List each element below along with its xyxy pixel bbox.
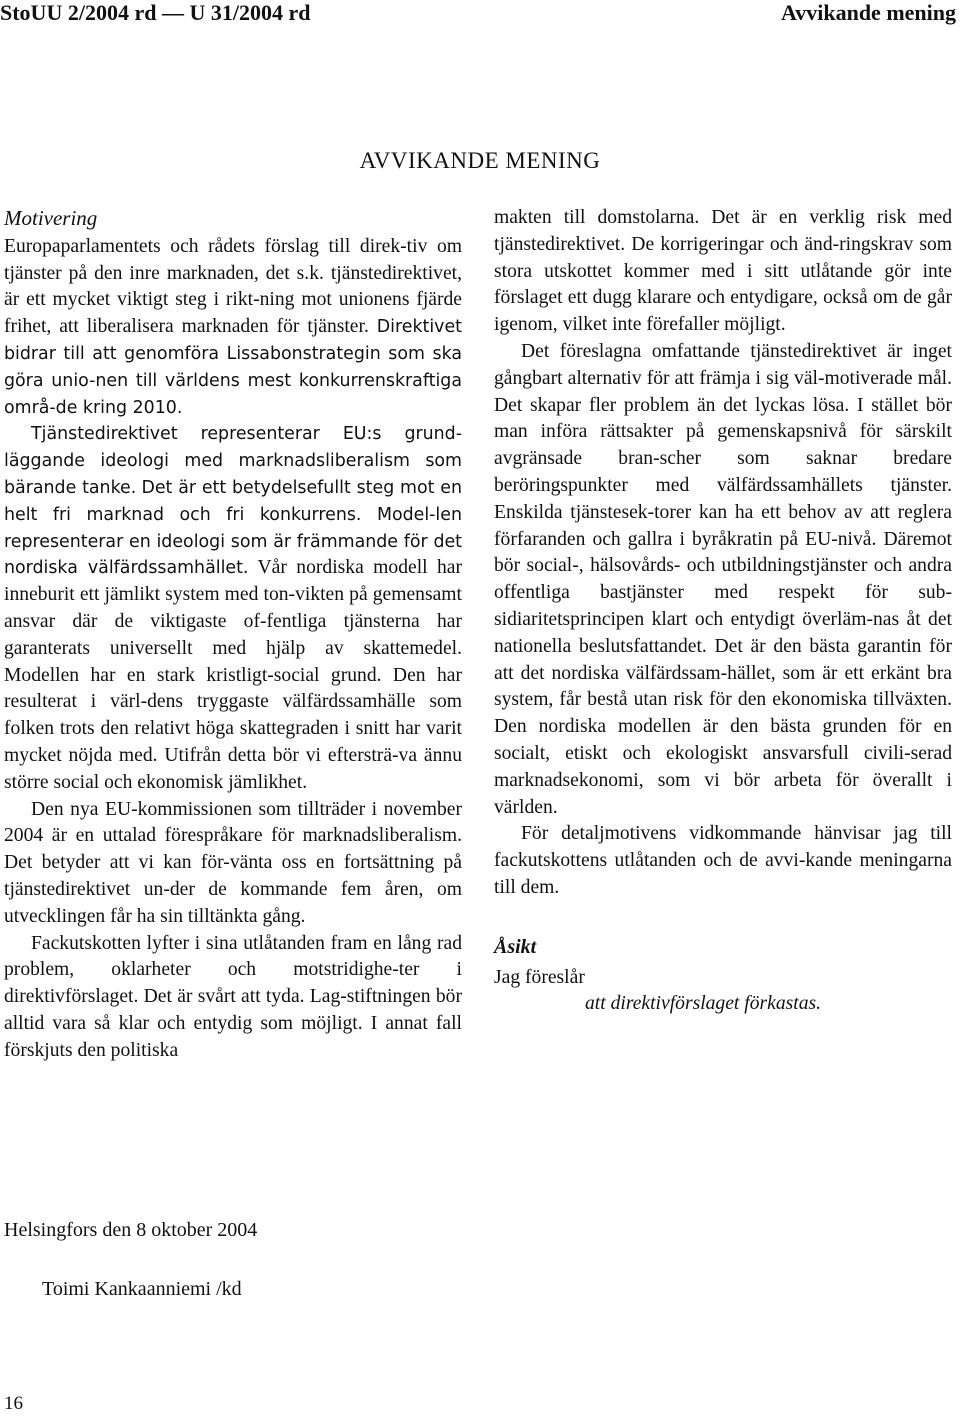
right-column [494, 205, 952, 1018]
header-section-title: Avvikande mening [780, 0, 956, 25]
proposal-intro: Jag föreslår [494, 966, 585, 988]
p2-text-a: Tjänstedirektivet representerar EU:s grund-läggande ideologi med marknadsliberalism som bärande tanke. [4, 424, 462, 498]
p1-text-a: Europaparlamentets och rådets förslag till direk-tiv om tjänster på den inre marknaden, det s.k. tjänstedirektivet, är ett mycket viktigt steg i rikt-ning mot unionens fjärde frihet, att liberalisera marknaden för tjänster. [4, 235, 462, 338]
left-column [4, 205, 462, 1065]
paragraph-3: Den nya EU-kommissionen som tillträder i november 2004 är en uttalad förespråkare för marknadsliberalism. Det betyder att vi kan för-vänta oss en fortsättning på tjänstedirektivet un-der de kommande fem åren, om utvecklingen får ha sin tilltänkta gång. [4, 798, 462, 927]
p2-text-b: Det är ett betydelsefullt steg mot en helt fri marknad och fri konkurrens. Model-len representerar en ideologi som är främmande för det nordiska välfärdssamhället. [4, 477, 463, 579]
asikt-heading: Åsikt [494, 935, 537, 958]
page-number: 16 [4, 1393, 23, 1414]
paragraph-6: Det föreslagna omfattande tjänstedirektivet är inget gångbart alternativ för att främja i sig väl-motiverade mål. Det skapar fler problem än det lyckas lösa. I stället bör man införa rättsakter på gemenskapsnivå för särskilt avgränsade bran-scher som saknar bredare beröringspunkter med välfärdssamhällets tjänster. Enskilda tjänstesek-torer kan ha ett behov av att reglera förfaranden och gallra i byråkratin på EU-nivå. Däremot bör social-, hälsovårds- och utbildningstjänster och andra offentliga bastjänster med respekt för sub-sidiaritetsprincipen klart och entydigt överläm-nas åt det nationella beslutsfattandet. Det är den bästa garantin för att det nordiska välfärdssam-hället, som är ett erkänt bra system, får bestå utan risk för den ekonomiska tillväxten. Den nordiska modellen är den bästa grunden för en socialt, etiskt och ekologiskt ansvarsfull civili-serad marknadsekonomi, som vi bör arbeta för överallt i världen. [494, 340, 952, 818]
signature: Toimi Kankaanniemi /kd [42, 1278, 242, 1300]
place-and-date: Helsingfors den 8 oktober 2004 [4, 1219, 258, 1241]
proposal-statement: att direktivförslaget förkastas. [585, 993, 822, 1015]
p2-text-c: Vår nordiska modell har inneburit ett jämlikt system med ton-vikten på gemensamt ansvar där de viktigaste of-fentliga tjänsterna har garanterats universellt med hjälp av skattemedel. Modellen har en stark kristligt-social grund. Den har resulterat i värl-dens tryggaste välfärdssamhälle som folken trots den relativt höga skattegraden i snitt har varit mycket nöjda med. Utifrån detta bör vi eftersträ-va ännu större social och ekonomisk jämlikhet. [4, 557, 463, 793]
document-title: AVVIKANDE MENING [359, 148, 601, 173]
paragraph-7: För detaljmotivens vidkommande hänvisar jag till fackutskottens utlåtanden och de avvi-kande meningarna till dem. [494, 823, 952, 898]
header-document-reference: StoUU 2/2004 rd — U 31/2004 rd [0, 0, 311, 25]
paragraph-5: makten till domstolarna. Det är en verklig risk med tjänstedirektivet. De korrigeringar och änd-ringskrav som stora utskottet kommer med i sitt utlåtande gör inte förslaget ett dugg klarare och entydigare, också om de går igenom, vilket inte förefaller möjligt. [494, 207, 952, 336]
p1-text-b: Direktivet bidrar till att genomföra Lissabonstrategin som ska göra unio-nen till världens mest konkurrenskraftiga områ-de kring 2010. [4, 317, 462, 418]
paragraph-4: Fackutskotten lyfter i sina utlåtanden fram en lång rad problem, oklarheter och motstridighe-ter i direktivförslaget. Det är svårt att tyda. Lag-stiftningen bör alltid vara så klar och entydig som möjligt. I annat fall förskjuts den politiska [4, 932, 462, 1061]
page-header [0, 0, 960, 26]
motivering-heading: Motivering [4, 206, 98, 230]
paragraph-2 [4, 421, 462, 796]
paragraph-1 [4, 234, 462, 422]
